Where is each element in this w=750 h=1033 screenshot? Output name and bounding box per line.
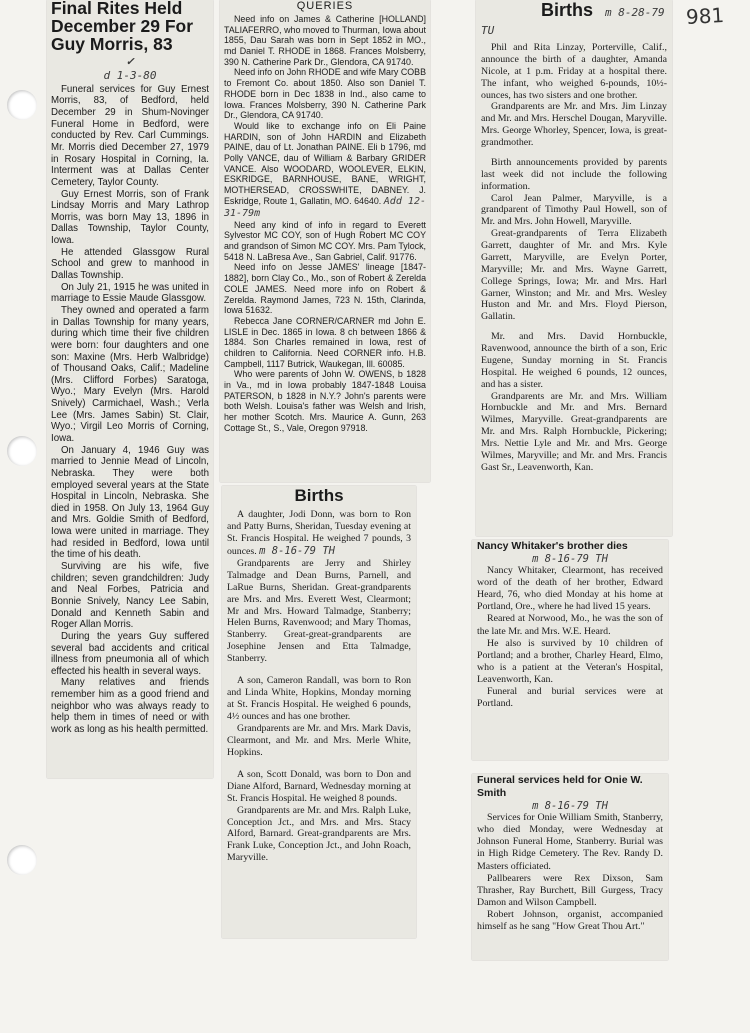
queries-date: Add 12-31-79m <box>224 195 426 219</box>
obituary-morris-clipping <box>47 0 213 778</box>
punch-hole-bottom <box>7 845 37 875</box>
birth-paragraph: Grandparents are Mr. and Mrs. Jim Linzay and Mr. and Mrs. Herschel Dougan, Maryville. Mrs. George Whorley, Spencer, Iowa, is great-grandmother. <box>481 101 667 148</box>
smith-heading: Funeral services held for Onie W. Smith <box>477 774 643 800</box>
births-right-clipping <box>476 0 672 536</box>
query-paragraph: Need any kind of info in regard to Everett Sylvestor MC COY, son of Hugh Robert MC COY and grandson of Simon MC COY. Mrs. Pam Tylock, 5418 N. LaBresa Ave., San Gabriel, Calif. 91776. <box>224 219 426 262</box>
smith-paragraph: Robert Johnson, organist, accompanied himself as he sang "How Great Thou Art." <box>477 908 663 932</box>
birth-paragraph: Grandparents are Mr. and Mrs. William Hornbuckle and Mr. and Mrs. Bernard Wilmes, Maryville. Great-grandparents are Mr. and Mrs. Ralph Hornbuckle, Pickering; Mrs. Nettie Lyle and Mr. and Mrs. George Wilmes, Maryville; and Mr. and Mrs. Francis Gast Sr., Leavenworth, Kan. <box>481 390 667 473</box>
obituary-paragraph: On July 21, 1915 he was united in marriage to Essie Maude Glassgow. <box>51 281 209 305</box>
births-center-clipping <box>222 486 416 938</box>
punch-hole-top <box>7 90 37 120</box>
page-number: 981 <box>685 3 725 29</box>
births-right-heading: Births <box>541 0 594 20</box>
births-right-header <box>481 0 667 39</box>
obituary-morris-date: d 1-3-80 <box>103 68 157 82</box>
births-right-date: m 8-28-79 TU <box>481 6 665 37</box>
birth-paragraph: Carol Jean Palmer, Maryville, is a grandparent of Timothy Paul Howell, son of Mr. and Mrs. John Howell, Maryville. <box>481 192 667 228</box>
obituary-paragraph: During the years Guy suffered several bad accidents and critical illness from pneumonia all of which effected his health in several ways. <box>51 630 209 677</box>
whitaker-paragraph: Funeral and burial services were at Portland. <box>477 685 663 709</box>
obituary-paragraph: On January 4, 1946 Guy was married to Jennie Mead of Lincoln, Nebraska. They were both employed several years at the State Hospital in Lincoln, Nebraska. She died in 1958. On July 13, 1964 Guy and Mrs. Goldie Smith of Bedford, Iowa were united in marriage. They had resided in Bedford, Iowa until the time of his death. <box>51 444 209 561</box>
obituary-paragraph: Funeral services for Guy Ernest Morris, 83, of Bedford, held December 29 in Shum-Novinger Funeral Home in Bedford, were conducted by Rev. Carl Cummings. Mr. Morris died December 27, 1979 in Rosary Hospital in Corning, Ia. Interment was at Dallas Center Cemetery, Taylor County. <box>51 83 209 188</box>
birth-paragraph: Phil and Rita Linzay, Porterville, Calif., announce the birth of a daughter, Amanda Nicole, at 1 p.m. Friday at a hospital there. The infant, who weighed 6-pounds, 10½-ounces, has two sisters and one brother. <box>481 42 667 101</box>
birth-paragraph: Birth announcements provided by parents last week did not include the following information. <box>481 156 667 192</box>
query-paragraph: Need info on John RHODE and wife Mary COBB to Fremont Co. about 1850. Also son Daniel T. RHODE born in Dec 1838 in Ind., also came to Iowa. Frances Molsberry, 390 N. Catherine Park Dr., Glendora, CA 91740. <box>224 67 426 121</box>
smith-date: m 8-16-79 TH <box>532 800 608 813</box>
smith-paragraph: Pallbearers were Rex Dixson, Sam Thrasher, Ray Burchett, Bill Gurgess, Tracy Damon and Wilson Campbell. <box>477 872 663 908</box>
smith-clipping <box>472 774 668 960</box>
query-paragraph: Need info on James & Catherine [HOLLAND] TALIAFERRO, who moved to Thurman, Iowa about 1855, Dau Sarah was born in Sept 1852 in MO., md Daniel T. RHODE in 1868. Frances Molsberry, 390 N. Catherine Park Dr., Glendora, CA 91740. <box>224 14 426 67</box>
birth-paragraph: Grandparents are Mr. and Mrs. Mark Davis, Clearmont, and Mr. and Mrs. Merle White, Hopkins. <box>227 722 411 758</box>
query-paragraph: Would like to exchange info on Eli Paine HARDIN, son of John HARDIN and Elizabeth PAINE, dau of Lt. Jonathan PAINE. Eli b 1796, md Polly VANCE, dau of William & Barbary GRIDER VANCE. Also WOODARD, WOOLEVER, ELKIN, ESKRIDGE, BARNHOUSE, BANE, WRIGHT, MOTHERSEAD, CROSSWHITE, DABNEY. J. Eskridge, Route 1, Gallatin, MO. 64640. Add 12-31-79m <box>224 120 426 219</box>
obituary-paragraph: Surviving are his wife, five children; seven grandchildren: Judy and Neal Forbes, Patricia and Bonnie Snively, Nancy Lee Sabin, Donald and Kenneth Sabin and Roger Allan Morris. <box>51 561 209 631</box>
birth-paragraph: Grandparents are Mr. and Mrs. Ralph Luke, Conception Jct., and Mrs. and Mrs. Stacy Alford, Barnard. Great-grandparents are Mrs. Frank Luke, Conception Jct., and John Roach, Maryville. <box>227 804 411 864</box>
whitaker-clipping <box>472 540 668 760</box>
birth-paragraph: A son, Scott Donald, was born to Don and Diane Alford, Barnard, Wednesday morning at St. Francis Hospital. He weighed 8 pounds. <box>227 768 411 804</box>
births-center-date: m 8-16-79 TH <box>259 544 335 557</box>
queries-heading: QUERIES <box>296 0 354 12</box>
obituary-morris-headline: Final Rites Held December 29 For Guy Morris, 83 ✓ <box>51 0 209 67</box>
whitaker-paragraph: Reared at Norwood, Mo., he was the son of the late Mr. and Mrs. W.E. Heard. <box>477 613 663 637</box>
birth-paragraph: Great-grandparents of Terra Elizabeth Garrett, daughter of Mr. and Mrs. Kyle Garrett, Maryville, are Evelyn Porter, Maryville; Mr. and Mrs. Wayne Garrett, College Springs, Iowa; Mr. and Mrs. Harl Garner, Winston; and Mr. and Mrs. Wesley Huston and Mr. and Mrs. Floyd Pierson, Gallatin. <box>481 228 667 323</box>
whitaker-paragraph: Nancy Whitaker, Clearmont, has received word of the death of her brother, Edward Heard, 76, who died Monday at his home at Portland, Ore., where he had lived 15 years. <box>477 565 663 613</box>
obituary-paragraph: Many relatives and friends remember him as a good friend and neighbor who was always ready to help them in times of need or with work as long as his health permitted. <box>51 677 209 735</box>
query-paragraph: Need info on Jesse JAMES' lineage [1847-1882], born Clay Co., Mo., son of Robert & Zerelda COLE JAMES. Need more info on Robert & Zerelda. Raymond James, 723 N. 15th, Clarinda, Iowa 51632. <box>224 262 426 316</box>
whitaker-paragraph: He also is survived by 10 children of Portland; and a brother, Charley Heard, Elmo, who is a patient at the Veteran's Hospital, Leavenworth, Kan. <box>477 637 663 685</box>
whitaker-heading: Nancy Whitaker's brother dies <box>477 540 628 552</box>
birth-paragraph: Grandparents are Jerry and Shirley Talmadge and Dean Burns, Parnell, and LaRue Burns, Sheridan. Great-grandparents are Mrs. and Mrs. Everett West, Clearmont; Mr and Mrs. Howard Talmadge, Stanberry; Helen Burns, Ravenwood; and Mary Thomas, Stanberry. Great-great-grandparents are Josephine Jensen and Etta Talmadge, Stanberry. <box>227 557 411 665</box>
whitaker-date: m 8-16-79 TH <box>532 553 608 566</box>
punch-hole-middle <box>7 436 37 466</box>
birth-paragraph: A son, Cameron Randall, was born to Ron and Linda White, Hopkins, Monday morning at St. Francis Hospital. He weighed 6 pounds, 4½ ounces and has one brother. <box>227 675 411 722</box>
query-paragraph: Who were parents of John W. OWENS, b 1828 in Va., md in Iowa probably 1847-1848 Louisa PATERSON, b 1828 in N.Y.? John's parents were both Welsh. Louisa's father was Welsh and Irish, her mother Scotch. Mrs. Maurice A. Gunn, 263 Cottage St., S., Vale, Oregon 97918. <box>224 369 426 433</box>
query-paragraph: Rebecca Jane CORNER/CARNER md John E. LISLE in Dec. 1865 in Iowa. 8 ch between 1866 & 1884. Son Charles remained in Iowa, rest of children to California. Need CORNER info. H.B. Campbell, 1117 Butrick, Waukegan, Ill. 60085. <box>224 315 426 369</box>
check-mark-icon: ✓ <box>126 53 134 68</box>
births-center-heading: Births <box>294 486 344 505</box>
obituary-paragraph: Guy Ernest Morris, son of Frank Lindsay Morris and Mary Lathrop Morris, was born May 13, 1896 in Dallas Township, Taylor County, Iowa. <box>51 188 209 247</box>
obituary-paragraph: He attended Glassgow Rural School and grew to manhood in Dallas Township. <box>51 246 209 282</box>
queries-clipping <box>220 0 430 482</box>
birth-paragraph: A daughter, Jodi Donn, was born to Ron and Patty Burns, Sheridan, Tuesday evening at St. Francis Hospital. He weighed 7 pounds, 3 ounces. m 8-16-79 TH <box>227 509 411 557</box>
birth-paragraph: Mr. and Mrs. David Hornbuckle, Ravenwood, announce the birth of a son, Eric Eugene, Sunday morning in St. Francis Hospital. He weighed 6 pounds, 12 ounces, and has a sister. <box>481 331 667 390</box>
obituary-paragraph: They owned and operated a farm in Dallas Township for many years, during which time their five children were born: four daughters and one son: Maxine (Mrs. Herb Walbridge) of Thousand Oaks, Calif.; Madeline (Mrs. Clifford Forbes) Saratoga, Wyo.; Mary Evelyn (Mrs. Harold Snively) Carmichael, Wash.; Verla Lee (Mrs. James Sabin) St. Clair, Wyo.; Virgil Leo Morris of Corning, Iowa. <box>51 304 209 444</box>
smith-paragraph: Services for Onie William Smith, Stanberry, who died Monday, were Wednesday at Johnson Funeral Home, Stanberry. Burial was in High Ridge Cemetery. The Rev. Randy D. Masters officiated. <box>477 812 663 872</box>
